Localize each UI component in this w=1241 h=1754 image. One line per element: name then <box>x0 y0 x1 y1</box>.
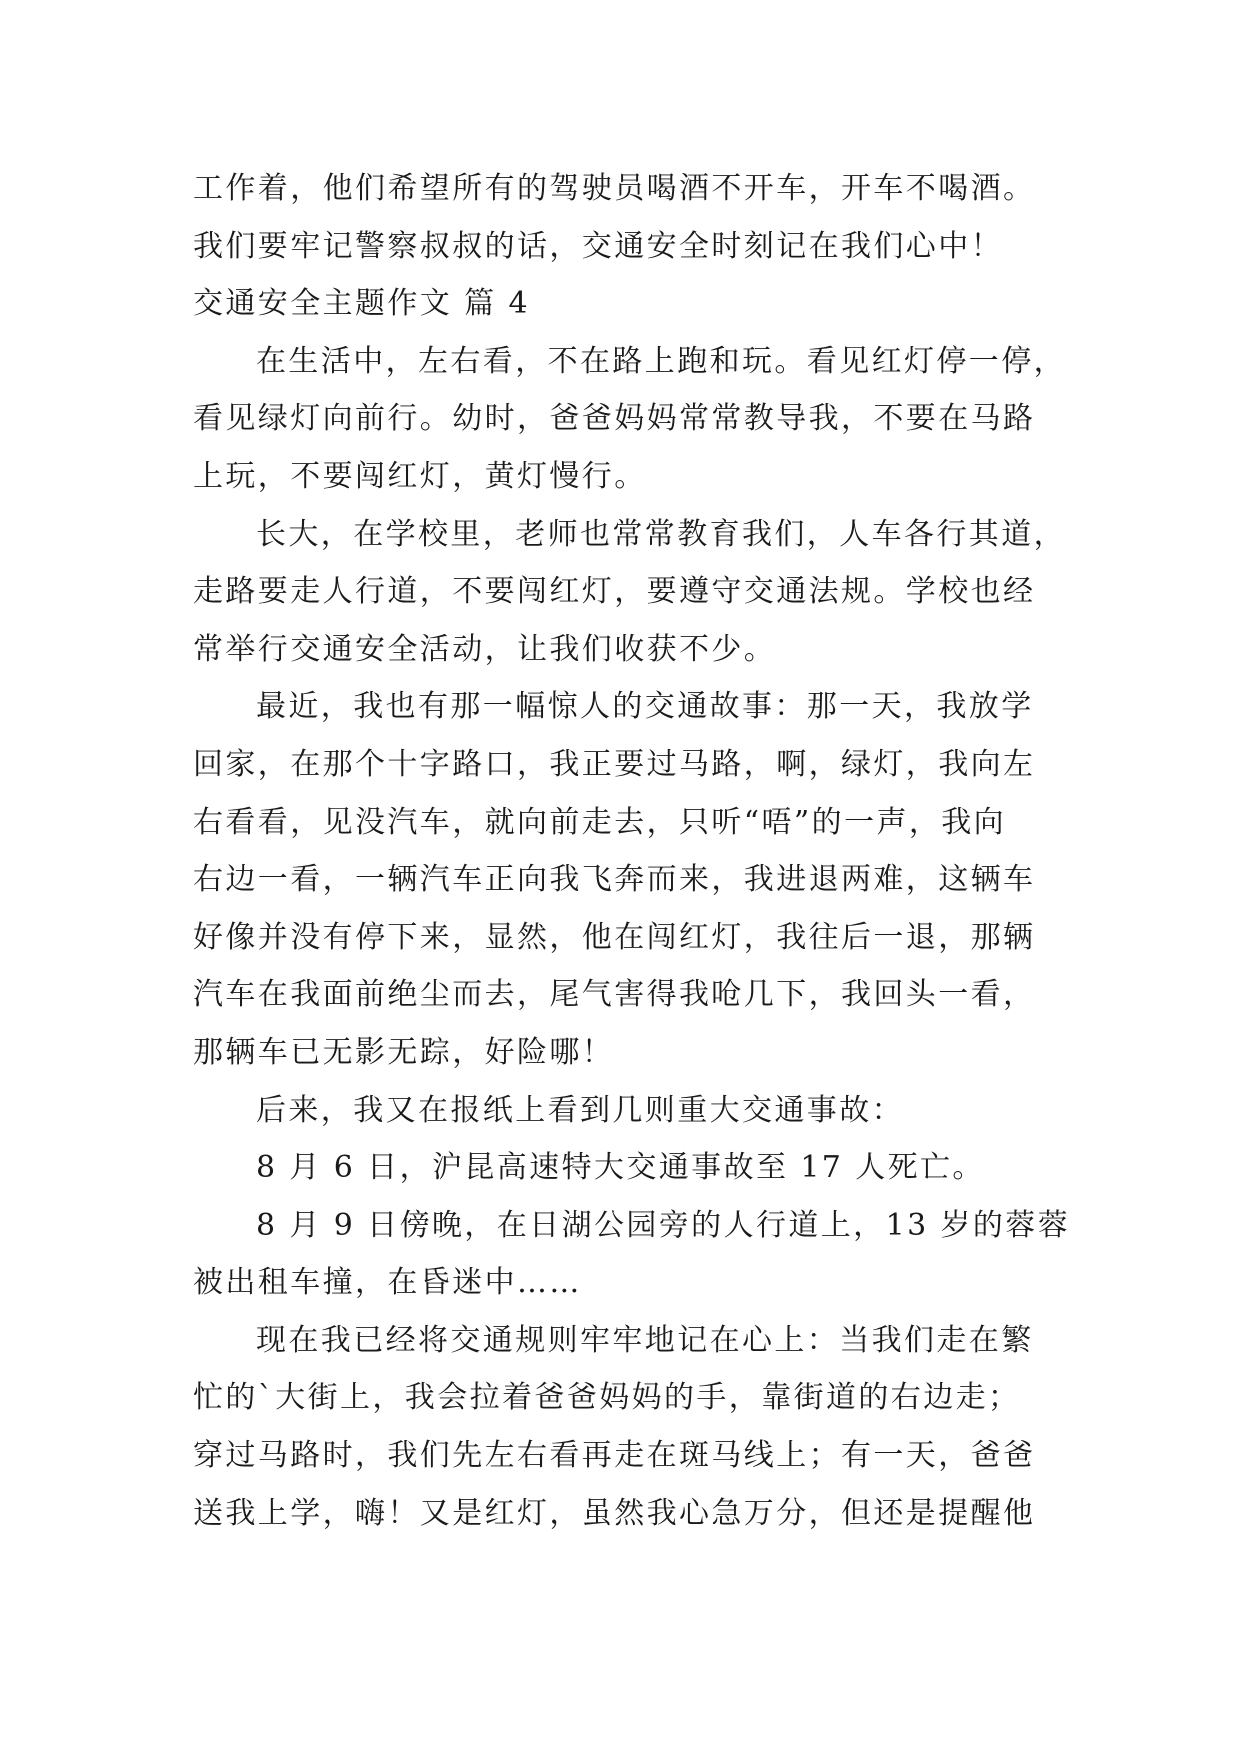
text-line: 我们要牢记警察叔叔的话，交通安全时刻记在我们心中！ <box>193 228 1003 264</box>
text-line: 右边一看，一辆汽车正向我飞奔而来，我进退两难，这辆车 <box>193 862 1036 898</box>
text-line: 忙的`大街上，我会拉着爸爸妈妈的手，靠街道的右边走； <box>193 1380 1021 1416</box>
text-line: 常举行交通安全活动，让我们收获不少。 <box>193 631 777 667</box>
text-line: 那辆车已无影无踪，好险哪！ <box>193 1034 615 1070</box>
text-line: 工作着，他们希望所有的驾驶员喝酒不开车，开车不喝酒。 <box>193 171 1036 206</box>
text-line: 送我上学，嗨！又是红灯，虽然我心急万分，但还是提醒他 <box>193 1495 1036 1531</box>
text-line: 右看看，见没汽车，就向前走去，只听“唔”的一声，我向 <box>193 804 1007 840</box>
section-heading: 交通安全主题作文 篇 4 <box>193 286 530 322</box>
essay-body <box>193 160 1073 1542</box>
text-line: 长大，在学校里，老师也常常教育我们，人车各行其道， <box>256 516 1066 552</box>
text-line: 汽车在我面前绝尘而去，尾气害得我呛几下，我回头一看， <box>193 977 1036 1013</box>
text-line: 最近，我也有那一幅惊人的交通故事：那一天，我放学 <box>256 689 1034 725</box>
text-line: 上玩，不要闯红灯，黄灯慢行。 <box>193 458 647 494</box>
text-line: 8 月 6 日，沪昆高速特大交通事故至 17 人死亡。 <box>256 1150 985 1186</box>
text-line: 现在我已经将交通规则牢牢地记在心上：当我们走在繁 <box>256 1322 1034 1358</box>
text-line: 回家，在那个十字路口，我正要过马路，啊，绿灯，我向左 <box>193 746 1036 782</box>
text-line: 看见绿灯向前行。幼时，爸爸妈妈常常教导我，不要在马路 <box>193 401 1036 437</box>
text-line: 在生活中，左右看，不在路上跑和玩。看见红灯停一停， <box>256 343 1066 379</box>
text-line: 走路要走人行道，不要闯红灯，要遵守交通法规。学校也经 <box>193 574 1036 610</box>
text-line: 好像并没有停下来，显然，他在闯红灯，我往后一退，那辆 <box>193 919 1036 955</box>
text-line: 后来，我又在报纸上看到几则重大交通事故： <box>256 1092 904 1128</box>
text-line: 被出租车撞，在昏迷中…… <box>193 1265 582 1301</box>
text-line: 穿过马路时，我们先左右看再走在斑马线上；有一天，爸爸 <box>193 1438 1036 1474</box>
text-line: 8 月 9 日傍晚，在日湖公园旁的人行道上，13 岁的蓉蓉 <box>256 1207 1071 1243</box>
